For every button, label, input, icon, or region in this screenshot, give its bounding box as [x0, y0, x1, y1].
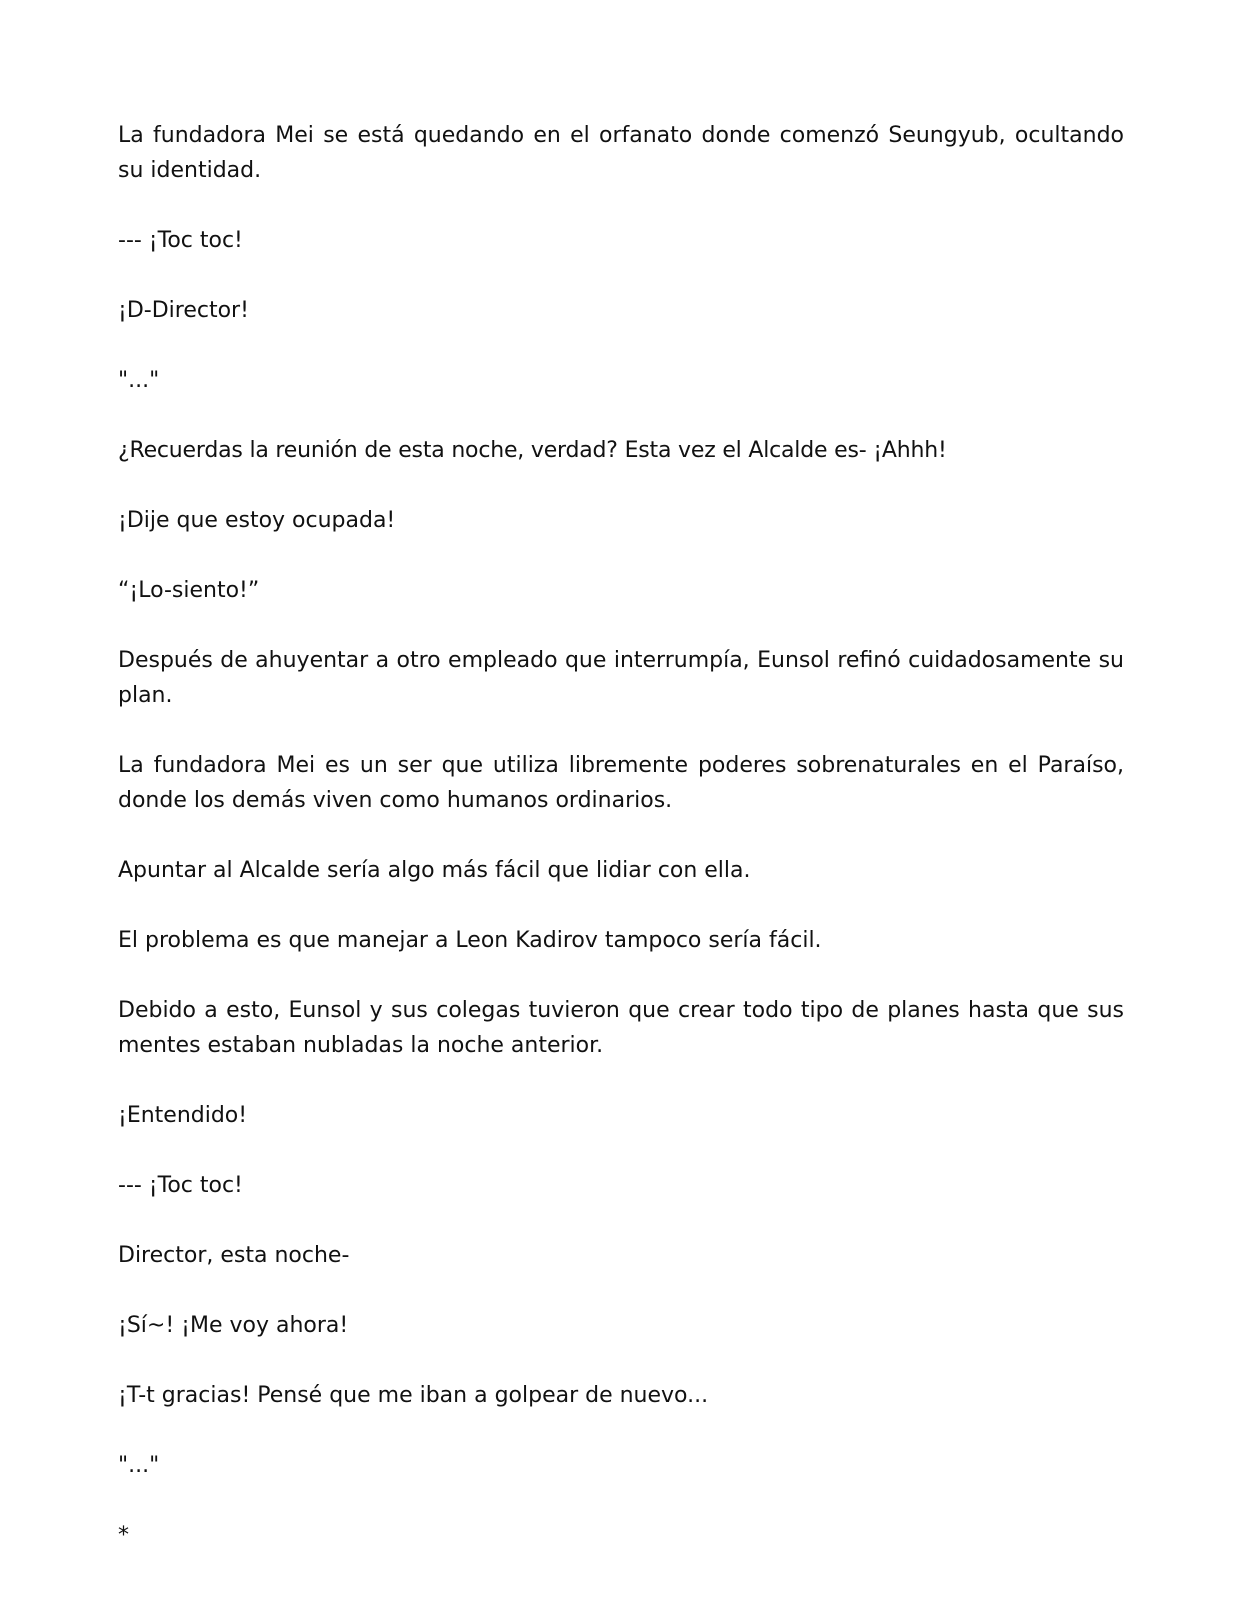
- paragraph: *: [118, 1523, 129, 1548]
- paragraph: ¡T-t gracias! Pensé que me iban a golpear de nuevo...: [118, 1383, 709, 1408]
- paragraph: Director, esta noche-: [118, 1243, 350, 1268]
- paragraph: La fundadora Mei es un ser que utiliza libremente poderes sobrenaturales en el Paraíso, donde los demás viven como humanos ordinarios.: [118, 753, 1124, 813]
- paragraph: --- ¡Toc toc!: [118, 228, 243, 253]
- paragraph: ¿Recuerdas la reunión de esta noche, verdad? Esta vez el Alcalde es- ¡Ahhh!: [118, 438, 947, 463]
- paragraph: ¡Entendido!: [118, 1103, 248, 1128]
- paragraph: La fundadora Mei se está quedando en el orfanato donde comenzó Seungyub, ocultando su identidad.: [118, 123, 1124, 183]
- paragraph: --- ¡Toc toc!: [118, 1173, 243, 1198]
- paragraph: El problema es que manejar a Leon Kadirov tampoco sería fácil.: [118, 928, 822, 953]
- paragraph: “¡Lo-siento!”: [118, 578, 260, 603]
- paragraph: Apuntar al Alcalde sería algo más fácil que lidiar con ella.: [118, 858, 751, 883]
- paragraph: "...": [118, 1453, 160, 1478]
- paragraph: Después de ahuyentar a otro empleado que interrumpía, Eunsol refinó cuidadosamente su plan.: [118, 648, 1124, 708]
- document-body: [118, 118, 1124, 1588]
- paragraph: ¡D-Director!: [118, 298, 249, 323]
- paragraph: "...": [118, 368, 160, 393]
- paragraph: Debido a esto, Eunsol y sus colegas tuvieron que crear todo tipo de planes hasta que sus mentes estaban nubladas la noche anterior.: [118, 998, 1124, 1058]
- paragraph: ¡Dije que estoy ocupada!: [118, 508, 396, 533]
- paragraph: ¡Sí~! ¡Me voy ahora!: [118, 1313, 349, 1338]
